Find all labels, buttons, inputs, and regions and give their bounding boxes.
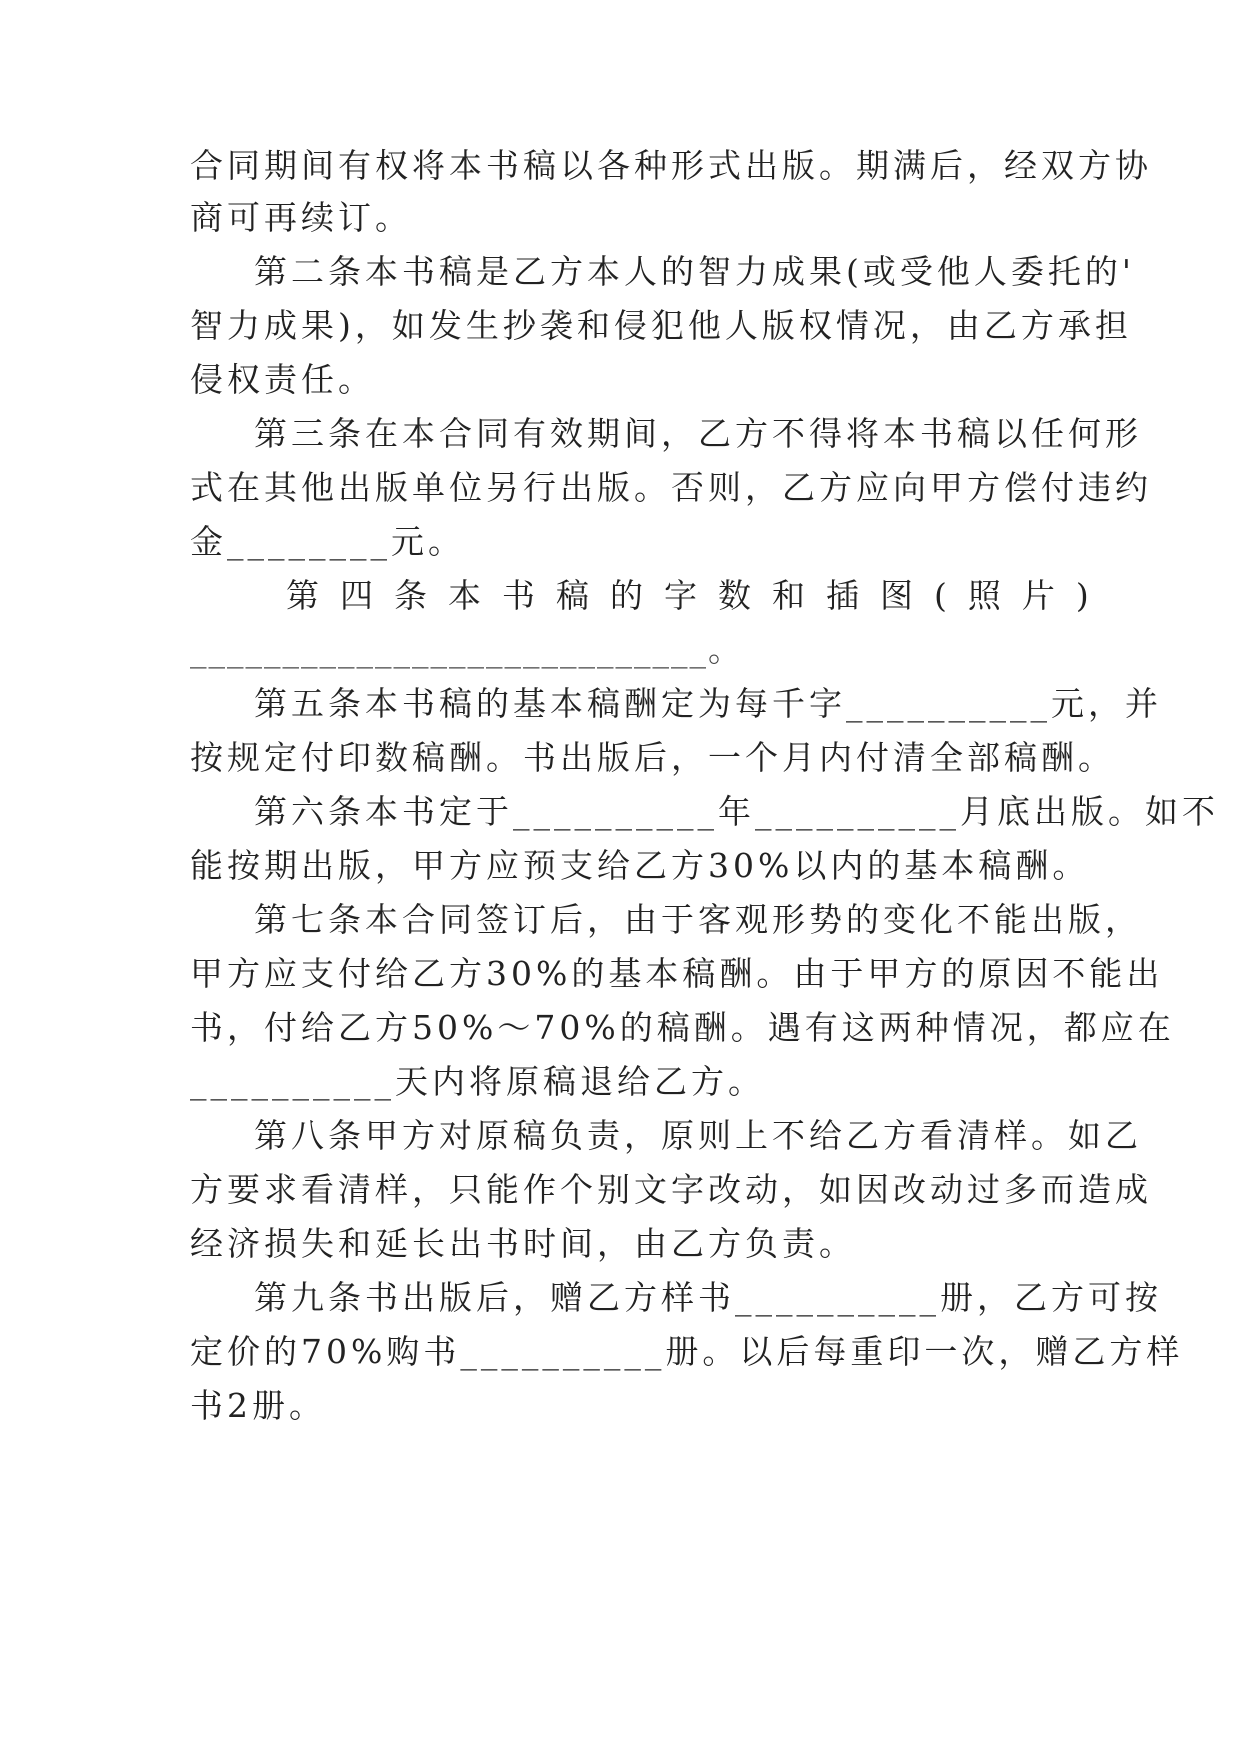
text-line: 方要求看清样，只能作个别文字改动，如因改动过多而造成 bbox=[190, 1170, 1152, 1209]
text-line: 商可再续订。 bbox=[190, 198, 412, 237]
text-line: 金________元。 bbox=[190, 522, 465, 561]
article-8-line: 第八条甲方对原稿负责，原则上不给乙方看清样。如乙 bbox=[254, 1116, 1142, 1155]
article-2-line: 第二条本书稿是乙方本人的智力成果(或受他人委托的' bbox=[254, 252, 1135, 291]
article-9-line: 第九条书出版后，赠乙方样书__________册，乙方可按 bbox=[254, 1278, 1162, 1317]
article-3-line: 第三条在本合同有效期间，乙方不得将本书稿以任何形 bbox=[254, 414, 1142, 453]
article-5-line: 第五条本书稿的基本稿酬定为每千字__________元，并 bbox=[254, 684, 1162, 723]
text-line: __________天内将原稿退给乙方。 bbox=[190, 1062, 765, 1101]
text-line: 能按期出版，甲方应预支给乙方30%以内的基本稿酬。 bbox=[190, 846, 1090, 885]
text-line: 式在其他出版单位另行出版。否则，乙方应向甲方偿付违约 bbox=[190, 468, 1152, 507]
text-line: 按规定付印数稿酬。书出版后，一个月内付清全部稿酬。 bbox=[190, 738, 1115, 777]
text-line: 书，付给乙方50%～70%的稿酬。遇有这两种情况，都应在 bbox=[190, 1008, 1175, 1047]
blank-line: ____________________________。 bbox=[190, 630, 743, 669]
text-line: 书2册。 bbox=[190, 1386, 326, 1425]
text-line: 智力成果)，如发生抄袭和侵犯他人版权情况，由乙方承担 bbox=[190, 306, 1132, 345]
article-4-line: 第四条本书稿的字数和插图(照片) bbox=[286, 576, 1110, 615]
text-line: 定价的70%购书__________册。以后每重印一次，赠乙方样 bbox=[190, 1332, 1184, 1371]
text-line: 甲方应支付给乙方30%的基本稿酬。由于甲方的原因不能出 bbox=[190, 954, 1164, 993]
article-6-line: 第六条本书定于__________年__________月底出版。如不 bbox=[254, 792, 1219, 831]
article-7-line: 第七条本合同签订后，由于客观形势的变化不能出版， bbox=[254, 900, 1142, 939]
text-line: 经济损失和延长出书时间，由乙方负责。 bbox=[190, 1224, 856, 1263]
text-line: 侵权责任。 bbox=[190, 360, 375, 399]
text-line: 合同期间有权将本书稿以各种形式出版。期满后，经双方协 bbox=[190, 146, 1152, 185]
